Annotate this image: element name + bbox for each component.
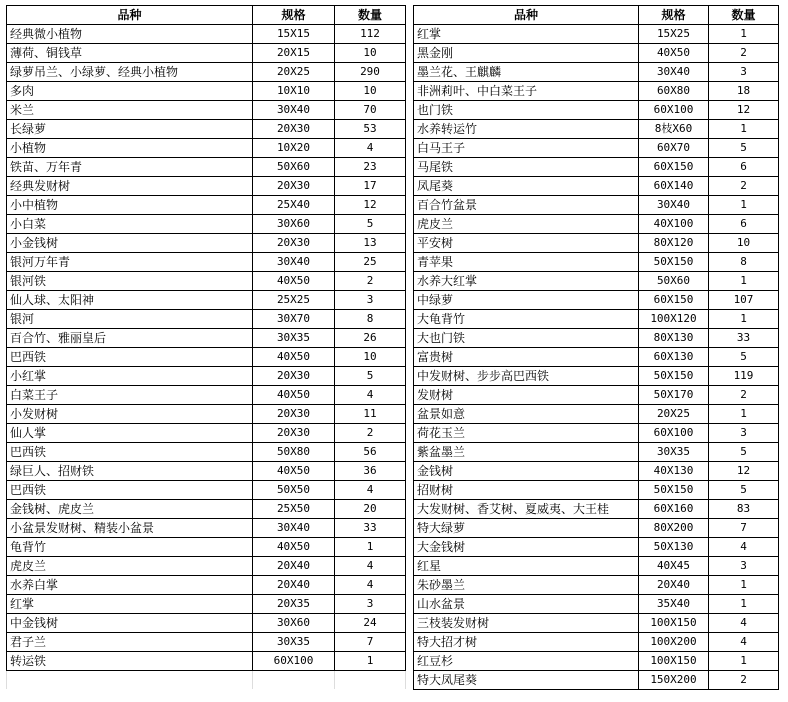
cell-name: 中绿萝 <box>414 291 639 310</box>
cell-qty: 3 <box>709 63 779 82</box>
cell-spec: 20X30 <box>253 405 335 424</box>
cell-name: 银河万年青 <box>7 253 253 272</box>
cell-spec: 10X10 <box>253 82 335 101</box>
table-row <box>7 443 406 462</box>
table-row <box>7 557 406 576</box>
cell-name: 绿萝吊兰、小绿萝、经典小植物 <box>7 63 253 82</box>
cell-spec: 20X25 <box>253 63 335 82</box>
table-row <box>7 405 406 424</box>
table-row <box>7 272 406 291</box>
cell-qty: 5 <box>709 443 779 462</box>
cell-spec: 80X130 <box>639 329 709 348</box>
table-row <box>414 44 779 63</box>
cell-qty: 5 <box>709 481 779 500</box>
cell-name: 白菜王子 <box>7 386 253 405</box>
cell-name: 小金钱树 <box>7 234 253 253</box>
cell-qty: 83 <box>709 500 779 519</box>
cell-spec: 20X30 <box>253 120 335 139</box>
cell-spec: 30X40 <box>253 253 335 272</box>
cell-qty: 4 <box>335 386 406 405</box>
cell-spec: 20X25 <box>639 405 709 424</box>
table-row <box>414 348 779 367</box>
cell-name: 长绿萝 <box>7 120 253 139</box>
cell-spec: 50X170 <box>639 386 709 405</box>
table-row <box>7 614 406 633</box>
table-row <box>7 424 406 443</box>
cell-name: 水养白掌 <box>7 576 253 595</box>
cell-qty: 36 <box>335 462 406 481</box>
cell-qty: 10 <box>335 348 406 367</box>
cell-qty: 4 <box>709 614 779 633</box>
cell-spec: 40X50 <box>639 44 709 63</box>
cell-name: 也门铁 <box>414 101 639 120</box>
cell-spec: 60X100 <box>639 424 709 443</box>
table-row <box>414 519 779 538</box>
header-name: 品种 <box>7 6 253 25</box>
cell-name: 红掌 <box>7 595 253 614</box>
cell-name: 紫盆墨兰 <box>414 443 639 462</box>
table-row <box>7 139 406 158</box>
cell-qty: 4 <box>335 481 406 500</box>
cell-name: 小植物 <box>7 139 253 158</box>
cell-qty: 18 <box>709 82 779 101</box>
cell-name: 水养转运竹 <box>414 120 639 139</box>
cell-name: 经典微小植物 <box>7 25 253 44</box>
cell-name: 转运铁 <box>7 652 253 671</box>
table-row <box>7 538 406 557</box>
header-row <box>7 6 406 25</box>
table-row <box>7 215 406 234</box>
header-qty: 数量 <box>335 6 406 25</box>
cell-qty: 7 <box>709 519 779 538</box>
header-row <box>414 6 779 25</box>
table-row <box>7 120 406 139</box>
table-row <box>414 120 779 139</box>
cell-name: 盆景如意 <box>414 405 639 424</box>
cell-spec: 60X150 <box>639 158 709 177</box>
cell-spec: 40X50 <box>253 348 335 367</box>
cell-qty: 4 <box>335 139 406 158</box>
cell-spec: 50X60 <box>639 272 709 291</box>
cell-spec: 60X140 <box>639 177 709 196</box>
cell-name: 特大凤尾葵 <box>414 671 639 690</box>
table-row <box>7 633 406 652</box>
table-row <box>414 538 779 557</box>
cell-qty: 2 <box>709 44 779 63</box>
cell-name: 朱砂墨兰 <box>414 576 639 595</box>
cell-qty: 4 <box>335 557 406 576</box>
cell-name: 铁苗、万年青 <box>7 158 253 177</box>
cell-qty: 1 <box>709 576 779 595</box>
cell-spec: 80X200 <box>639 519 709 538</box>
cell-name: 大也门铁 <box>414 329 639 348</box>
cell-qty: 119 <box>709 367 779 386</box>
cell-spec: 30X40 <box>639 196 709 215</box>
cell-spec: 25X25 <box>253 291 335 310</box>
cell-qty: 17 <box>335 177 406 196</box>
cell-name: 金钱树 <box>414 462 639 481</box>
cell-spec: 40X50 <box>253 538 335 557</box>
table-row <box>414 291 779 310</box>
cell-spec: 20X40 <box>639 576 709 595</box>
cell-qty: 1 <box>709 120 779 139</box>
cell-name: 水养大红掌 <box>414 272 639 291</box>
table-row <box>7 500 406 519</box>
cell-name: 富贵树 <box>414 348 639 367</box>
cell-spec: 20X35 <box>253 595 335 614</box>
table-row <box>414 63 779 82</box>
empty-row <box>7 671 406 690</box>
cell-name: 小盆景发财树、精装小盆景 <box>7 519 253 538</box>
table-row <box>7 234 406 253</box>
table-row <box>7 329 406 348</box>
cell-qty: 2 <box>335 424 406 443</box>
cell-spec: 40X45 <box>639 557 709 576</box>
cell-qty: 1 <box>709 652 779 671</box>
cell-spec: 40X50 <box>253 272 335 291</box>
table-row <box>414 158 779 177</box>
table-row <box>414 367 779 386</box>
cell-qty: 7 <box>335 633 406 652</box>
cell-spec: 30X40 <box>253 519 335 538</box>
table-row <box>414 462 779 481</box>
cell-spec: 50X150 <box>639 253 709 272</box>
cell-spec: 30X35 <box>639 443 709 462</box>
cell-spec: 40X50 <box>253 386 335 405</box>
cell-qty: 4 <box>709 538 779 557</box>
cell-qty: 12 <box>709 101 779 120</box>
cell-spec: 40X130 <box>639 462 709 481</box>
cell-qty: 20 <box>335 500 406 519</box>
cell-spec: 30X35 <box>253 329 335 348</box>
cell-name: 小中植物 <box>7 196 253 215</box>
table-row <box>7 158 406 177</box>
cell-spec: 60X100 <box>639 101 709 120</box>
table-row <box>414 595 779 614</box>
cell-qty: 33 <box>335 519 406 538</box>
table-row <box>414 272 779 291</box>
cell-name: 山水盆景 <box>414 595 639 614</box>
table-row <box>7 652 406 671</box>
cell-name: 薄荷、铜钱草 <box>7 44 253 63</box>
cell-spec: 30X35 <box>253 633 335 652</box>
cell-name: 米兰 <box>7 101 253 120</box>
table-row <box>414 25 779 44</box>
cell-name: 金钱树、虎皮兰 <box>7 500 253 519</box>
cell-qty: 6 <box>709 158 779 177</box>
cell-spec: 30X60 <box>253 614 335 633</box>
cell-spec: 30X40 <box>639 63 709 82</box>
cell-qty: 2 <box>335 272 406 291</box>
cell-qty: 12 <box>335 196 406 215</box>
cell-spec: 25X50 <box>253 500 335 519</box>
table-row <box>7 519 406 538</box>
cell-spec: 30X70 <box>253 310 335 329</box>
cell-qty: 3 <box>709 557 779 576</box>
empty-cell <box>253 671 335 690</box>
cell-qty: 3 <box>709 424 779 443</box>
table-row <box>414 443 779 462</box>
cell-spec: 20X15 <box>253 44 335 63</box>
cell-qty: 1 <box>335 652 406 671</box>
cell-spec: 40X100 <box>639 215 709 234</box>
cell-qty: 24 <box>335 614 406 633</box>
cell-qty: 1 <box>709 196 779 215</box>
cell-name: 中金钱树 <box>7 614 253 633</box>
cell-spec: 20X30 <box>253 424 335 443</box>
cell-qty: 3 <box>335 595 406 614</box>
table-row <box>414 576 779 595</box>
cell-spec: 20X40 <box>253 557 335 576</box>
table-row <box>414 481 779 500</box>
cell-spec: 20X40 <box>253 576 335 595</box>
cell-name: 马尾铁 <box>414 158 639 177</box>
table-row <box>7 196 406 215</box>
table-row <box>414 386 779 405</box>
cell-qty: 11 <box>335 405 406 424</box>
cell-qty: 6 <box>709 215 779 234</box>
table-row <box>414 310 779 329</box>
cell-qty: 10 <box>335 82 406 101</box>
cell-qty: 70 <box>335 101 406 120</box>
table-row <box>414 633 779 652</box>
cell-name: 小白菜 <box>7 215 253 234</box>
cell-spec: 30X40 <box>253 101 335 120</box>
table-row <box>7 44 406 63</box>
cell-qty: 3 <box>335 291 406 310</box>
table-row <box>414 234 779 253</box>
cell-spec: 100X150 <box>639 614 709 633</box>
right-inventory-table <box>413 5 779 690</box>
cell-qty: 5 <box>335 367 406 386</box>
header-spec: 规格 <box>253 6 335 25</box>
cell-qty: 10 <box>709 234 779 253</box>
table-row <box>414 671 779 690</box>
table-row <box>414 253 779 272</box>
cell-name: 巴西铁 <box>7 443 253 462</box>
table-row <box>414 101 779 120</box>
cell-name: 三枝装发财树 <box>414 614 639 633</box>
cell-qty: 23 <box>335 158 406 177</box>
cell-spec: 8枝X60 <box>639 120 709 139</box>
cell-spec: 50X150 <box>639 481 709 500</box>
cell-name: 经典发财树 <box>7 177 253 196</box>
cell-spec: 60X80 <box>639 82 709 101</box>
table-row <box>414 329 779 348</box>
cell-name: 大发财树、香艾树、夏威夷、大王桂 <box>414 500 639 519</box>
cell-name: 中发财树、步步高巴西铁 <box>414 367 639 386</box>
cell-qty: 12 <box>709 462 779 481</box>
cell-qty: 5 <box>709 139 779 158</box>
cell-name: 巴西铁 <box>7 348 253 367</box>
cell-qty: 1 <box>709 272 779 291</box>
cell-name: 仙人球、太阳神 <box>7 291 253 310</box>
cell-name: 特大招才树 <box>414 633 639 652</box>
table-row <box>7 386 406 405</box>
cell-spec: 60X130 <box>639 348 709 367</box>
cell-qty: 4 <box>335 576 406 595</box>
table-row <box>7 367 406 386</box>
table-row <box>414 177 779 196</box>
cell-qty: 112 <box>335 25 406 44</box>
cell-spec: 20X30 <box>253 367 335 386</box>
cell-qty: 5 <box>335 215 406 234</box>
cell-name: 银河铁 <box>7 272 253 291</box>
table-row <box>414 557 779 576</box>
cell-name: 白马王子 <box>414 139 639 158</box>
cell-qty: 13 <box>335 234 406 253</box>
cell-name: 龟背竹 <box>7 538 253 557</box>
empty-cell <box>335 671 406 690</box>
table-row <box>7 462 406 481</box>
cell-spec: 50X150 <box>639 367 709 386</box>
cell-spec: 50X50 <box>253 481 335 500</box>
table-row <box>7 25 406 44</box>
cell-name: 红星 <box>414 557 639 576</box>
cell-name: 虎皮兰 <box>7 557 253 576</box>
cell-name: 平安树 <box>414 234 639 253</box>
cell-spec: 35X40 <box>639 595 709 614</box>
table-row <box>7 576 406 595</box>
cell-name: 红豆杉 <box>414 652 639 671</box>
cell-spec: 40X50 <box>253 462 335 481</box>
cell-name: 多肉 <box>7 82 253 101</box>
cell-qty: 2 <box>709 177 779 196</box>
cell-spec: 15X15 <box>253 25 335 44</box>
cell-name: 大金钱树 <box>414 538 639 557</box>
cell-spec: 20X30 <box>253 177 335 196</box>
empty-cell <box>7 671 253 690</box>
cell-name: 百合竹、雅丽皇后 <box>7 329 253 348</box>
cell-spec: 60X150 <box>639 291 709 310</box>
cell-qty: 1 <box>709 595 779 614</box>
cell-name: 招财树 <box>414 481 639 500</box>
cell-name: 墨兰花、王麒麟 <box>414 63 639 82</box>
cell-spec: 60X100 <box>253 652 335 671</box>
cell-name: 银河 <box>7 310 253 329</box>
cell-name: 百合竹盆景 <box>414 196 639 215</box>
cell-name: 凤尾葵 <box>414 177 639 196</box>
cell-spec: 10X20 <box>253 139 335 158</box>
cell-name: 非洲莉叶、中白菜王子 <box>414 82 639 101</box>
table-row <box>7 177 406 196</box>
table-row <box>7 481 406 500</box>
table-row <box>414 405 779 424</box>
cell-spec: 50X60 <box>253 158 335 177</box>
cell-name: 发财树 <box>414 386 639 405</box>
table-row <box>7 82 406 101</box>
cell-name: 青苹果 <box>414 253 639 272</box>
cell-spec: 25X40 <box>253 196 335 215</box>
header-spec: 规格 <box>639 6 709 25</box>
cell-name: 特大绿萝 <box>414 519 639 538</box>
cell-spec: 60X160 <box>639 500 709 519</box>
cell-qty: 1 <box>335 538 406 557</box>
table-row <box>414 139 779 158</box>
table-row <box>7 101 406 120</box>
table-row <box>414 614 779 633</box>
cell-qty: 53 <box>335 120 406 139</box>
header-qty: 数量 <box>709 6 779 25</box>
cell-name: 巴西铁 <box>7 481 253 500</box>
table-row <box>7 310 406 329</box>
cell-spec: 100X120 <box>639 310 709 329</box>
table-row <box>414 500 779 519</box>
table-row <box>7 291 406 310</box>
left-inventory-table <box>6 5 406 689</box>
cell-name: 虎皮兰 <box>414 215 639 234</box>
table-row <box>7 253 406 272</box>
cell-name: 红掌 <box>414 25 639 44</box>
cell-qty: 56 <box>335 443 406 462</box>
cell-qty: 290 <box>335 63 406 82</box>
table-row <box>414 424 779 443</box>
table-row <box>414 82 779 101</box>
cell-spec: 100X200 <box>639 633 709 652</box>
cell-spec: 15X25 <box>639 25 709 44</box>
cell-spec: 100X150 <box>639 652 709 671</box>
cell-name: 大龟背竹 <box>414 310 639 329</box>
cell-spec: 60X70 <box>639 139 709 158</box>
table-row <box>414 196 779 215</box>
cell-qty: 5 <box>709 348 779 367</box>
cell-name: 君子兰 <box>7 633 253 652</box>
cell-name: 荷花玉兰 <box>414 424 639 443</box>
cell-qty: 8 <box>709 253 779 272</box>
cell-qty: 8 <box>335 310 406 329</box>
cell-qty: 2 <box>709 386 779 405</box>
table-row <box>7 63 406 82</box>
cell-qty: 2 <box>709 671 779 690</box>
cell-qty: 10 <box>335 44 406 63</box>
cell-spec: 20X30 <box>253 234 335 253</box>
cell-qty: 33 <box>709 329 779 348</box>
cell-qty: 1 <box>709 25 779 44</box>
cell-name: 仙人掌 <box>7 424 253 443</box>
table-row <box>7 348 406 367</box>
cell-qty: 107 <box>709 291 779 310</box>
cell-spec: 80X120 <box>639 234 709 253</box>
cell-name: 小发财树 <box>7 405 253 424</box>
cell-name: 绿巨人、招财铁 <box>7 462 253 481</box>
header-name: 品种 <box>414 6 639 25</box>
cell-qty: 26 <box>335 329 406 348</box>
cell-spec: 50X130 <box>639 538 709 557</box>
cell-spec: 150X200 <box>639 671 709 690</box>
cell-name: 小红掌 <box>7 367 253 386</box>
cell-qty: 1 <box>709 405 779 424</box>
cell-spec: 30X60 <box>253 215 335 234</box>
cell-qty: 1 <box>709 310 779 329</box>
cell-qty: 4 <box>709 633 779 652</box>
cell-spec: 50X80 <box>253 443 335 462</box>
table-row <box>7 595 406 614</box>
table-row <box>414 652 779 671</box>
table-row <box>414 215 779 234</box>
cell-name: 黑金刚 <box>414 44 639 63</box>
cell-qty: 25 <box>335 253 406 272</box>
